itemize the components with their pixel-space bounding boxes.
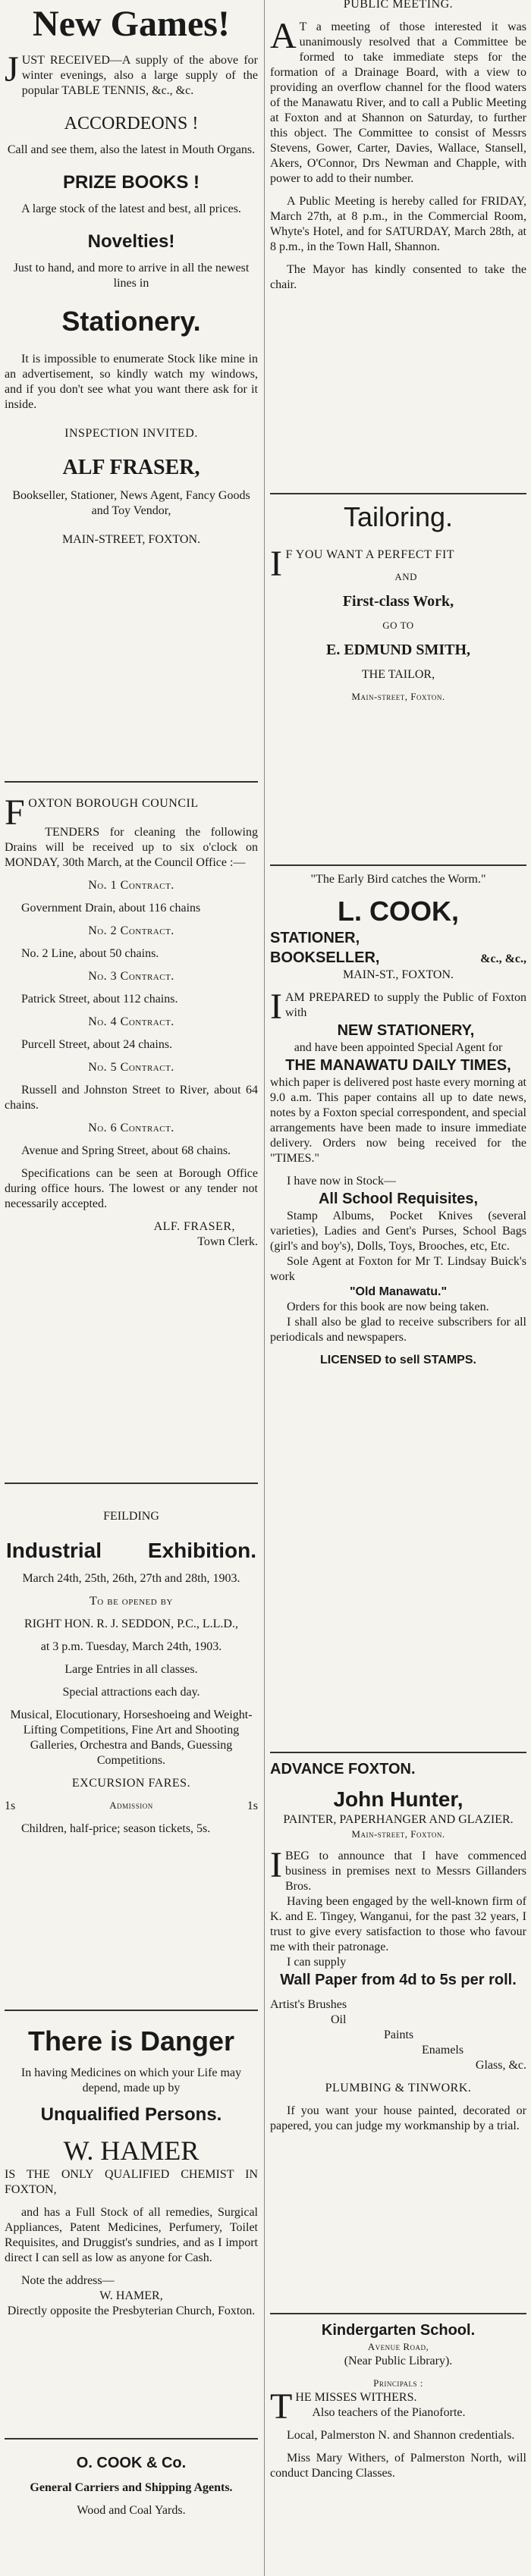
lcook-address: MAIN-ST., FOXTON. xyxy=(342,968,454,981)
cook-line2: Wood and Coal Yards. xyxy=(77,2504,186,2517)
contract-1: No. 1 Contract. xyxy=(88,879,174,892)
contract-2-body: No. 2 Line, about 50 chains. xyxy=(21,947,159,960)
new-games-body: JUST RECEIVED—A supply of the above for winter evenings, also a large supply of the popular TABLE TENNIS, &c., &c. xyxy=(5,49,258,97)
tailoring-ad xyxy=(270,500,526,857)
large-entries: Large Entries in all classes. xyxy=(64,1663,198,1676)
contract-4: No. 4 Contract. xyxy=(88,1015,174,1028)
meeting-body: AT a meeting of those interested it was unanimously resolved that a Committee be formed to take immediate steps for the formation of a Drainage Board, with a view to providing an overflow channel for the flood waters of the Manawatu River, and to call a Public Meeting at Foxton and at Shannon on Saturday, to further this object. The Committee to consist of Messrs Stevens, Gower, Carter, Davies, Wallace, Stansell, Akers, O'Connor, Drs Newman and Chapple, with power to add to their number. xyxy=(270,16,526,185)
new-games-ad xyxy=(5,0,258,766)
smith-tailor: THE TAILOR, xyxy=(361,668,435,681)
prize-books-heading: PRIZE BOOKS ! xyxy=(62,172,200,193)
lcook-stationer: STATIONER, xyxy=(270,930,360,946)
accordeons-heading: ACCORDEONS ! xyxy=(64,114,199,133)
glad-subscribers: I shall also be glad to receive subscribers for all periodicals and newspapers. xyxy=(270,1316,526,1344)
prize-books-body: A large stock of the latest and best, all prices. xyxy=(21,202,241,215)
contract-5: No. 5 Contract. xyxy=(88,1061,174,1074)
exhibition-title-b: Exhibition. xyxy=(147,1539,256,1562)
exhibition-title xyxy=(5,1538,258,1564)
rule xyxy=(5,781,258,783)
glass: Glass, &c. xyxy=(475,2059,526,2072)
exhibition-title-a: Industrial xyxy=(6,1539,102,1562)
advance-foxton: ADVANCE FOXTON. xyxy=(270,1761,416,1777)
excursion-fares: EXCURSION FARES. xyxy=(71,1777,191,1790)
lcook-name: L. COOK, xyxy=(338,896,459,927)
danger-ad xyxy=(5,2025,258,2427)
hunter-having: Having been engaged by the well-known firm of K. and E. Tingey, Wanganui, for the past 32 years, I trust to give every satisfaction to those who favour me with their patronage. xyxy=(270,1895,526,1953)
delivered-text: which paper is delivered post haste every morning at 9.0 a.m. This paper contains all up to date news, notes by a Foxton special correspondent, and special arrangements have been made to insure immediate delivery. Orders now being received for the "TIMES." xyxy=(270,1076,526,1165)
feilding-exhibition-ad xyxy=(5,1509,258,2002)
tailoring-title: Tailoring. xyxy=(343,501,454,532)
rule xyxy=(5,2438,258,2440)
daily-times: THE MANAWATU DAILY TIMES, xyxy=(285,1057,511,1074)
borough-council-ad xyxy=(5,796,258,1479)
smith-name: E. EDMUND SMITH, xyxy=(325,642,470,658)
contract-6: No. 6 Contract. xyxy=(88,1122,174,1134)
accordeons-body: Call and see them, also the latest in Mouth Organs. xyxy=(7,143,256,156)
contract-3: No. 3 Contract. xyxy=(88,970,174,983)
admission-label: Admission xyxy=(109,1799,153,1811)
hamer-name: W. HAMER xyxy=(63,2135,200,2166)
borough-sign-title: Town Clerk. xyxy=(197,1235,258,1248)
novelties-body: Just to hand, and more to arrive in all the newest lines in xyxy=(13,262,250,290)
rule xyxy=(270,493,526,494)
hunter-supply: I can supply xyxy=(287,1956,347,1969)
borough-specs: Specifications can be seen at Borough Office during office hours. The lowest or any tender not necessarily accepted. xyxy=(5,1167,258,1210)
rule xyxy=(270,2313,526,2314)
licensed-stamps: LICENSED to sell STAMPS. xyxy=(320,1354,476,1366)
wall-paper: Wall Paper from 4d to 5s per roll. xyxy=(280,1972,517,1988)
children-price: Children, half-price; season tickets, 5s. xyxy=(21,1822,211,1835)
lcook-bookseller: BOOKSELLER, xyxy=(270,949,380,966)
contract-1-body: Government Drain, about 116 chains xyxy=(21,902,201,915)
opposite-church: Directly opposite the Presbyterian Church, Foxton. xyxy=(7,2305,256,2317)
oil: Oil xyxy=(331,2013,347,2026)
meeting-call: A Public Meeting is hereby called for FRIDAY, March 27th, at 8 p.m., in the Commercial Room, Whyte's Hotel, and for SATURDAY, March 28th, at 8 p.m., in the Town Hall, Shannon. xyxy=(270,195,526,253)
note-name: W. HAMER, xyxy=(99,2289,163,2302)
column-rule xyxy=(264,0,265,2576)
lcook-prepared: IAM PREPARED to supply the Public of Foxton with xyxy=(270,987,526,1027)
rule xyxy=(5,1483,258,1484)
tailoring-want: IF YOU WANT A PERFECT FIT xyxy=(270,544,455,584)
enamels: Enamels xyxy=(422,2044,464,2057)
hamer-stock: and has a Full Stock of all remedies, Surgical Appliances, Patent Medicines, Perfumery, Toilet Requisites, and Druggist's sundries, and as I import direct I can sell as low as anyone for Cash. xyxy=(5,2206,258,2264)
contract-5-body: Russell and Johnston Street to River, about 64 chains. xyxy=(5,1084,258,1112)
opened-by: To be opened by xyxy=(90,1595,173,1608)
lcook-etc: &c., &c., xyxy=(480,952,526,965)
rule xyxy=(5,2010,258,2011)
artist-brushes: Artist's Brushes xyxy=(270,1998,347,2011)
contract-2: No. 2 Contract. xyxy=(88,924,174,937)
inspection-text: INSPECTION INVITED. xyxy=(64,427,198,440)
early-bird-quote: "The Early Bird catches the Worm." xyxy=(310,873,486,886)
in-stock: I have now in Stock— xyxy=(287,1175,396,1188)
admission-right: 1s xyxy=(247,1799,258,1812)
avenue-road: Avenue Road, xyxy=(367,2341,429,2352)
kindergarten-ad xyxy=(270,2320,526,2571)
danger-body: In having Medicines on which your Life may depend, made up by xyxy=(20,2066,242,2094)
hunter-announce: IBEG to announce that I have commenced business in premises next to Messrs Gillanders Bros. xyxy=(270,1845,526,1893)
principals: Principals : xyxy=(373,2377,423,2389)
opener-name: RIGHT HON. R. J. SEDDON, P.C., L.L.D., xyxy=(24,1617,238,1630)
stationery-heading: Stationery. xyxy=(61,306,201,337)
orders-taken: Orders for this book are now being taken. xyxy=(287,1301,489,1313)
house-painted: If you want your house painted, decorated or papered, you can judge my workmanship by a trial. xyxy=(270,2104,526,2132)
note-address: Note the address— xyxy=(21,2274,115,2287)
admission-row xyxy=(5,1799,258,1814)
lcook-bookseller-row xyxy=(270,948,526,968)
contract-6-body: Avenue and Spring Street, about 68 chains. xyxy=(21,1144,231,1157)
novelties-heading: Novelties! xyxy=(87,231,175,252)
hunter-address: Main-street, Foxton. xyxy=(351,1828,445,1840)
special-attractions: Special attractions each day. xyxy=(62,1686,200,1699)
admission-left: 1s xyxy=(5,1799,16,1812)
tailoring-goto: GO TO xyxy=(382,620,414,631)
borough-intro: TENDERS for cleaning the following Drains will be received up to six o'clock on MONDAY, 30th March, at the Council Office :— xyxy=(5,826,258,869)
exhibition-dates: March 24th, 25th, 26th, 27th and 28th, 1903. xyxy=(22,1572,240,1585)
school-body: Stamp Albums, Pocket Knives (several varieties), Ladies and Gent's Purses, School Bags (girl's and boy's), Dolls, Toys, Brooches, etc, Etc. xyxy=(270,1210,526,1253)
meeting-title: PUBLIC MEETING. xyxy=(343,0,454,11)
old-manawatu: "Old Manawatu." xyxy=(349,1285,448,1298)
danger-title: There is Danger xyxy=(27,2025,235,2057)
unqualified-heading: Unqualified Persons. xyxy=(40,2104,222,2125)
borough-sign-name: ALF. FRASER, xyxy=(153,1220,235,1233)
contract-3-body: Patrick Street, about 112 chains. xyxy=(21,993,178,1006)
misses-withers: THE MISSES WITHERS. xyxy=(270,2386,417,2427)
tailoring-first-class: First-class Work, xyxy=(342,593,454,610)
alf-fraser-trade: Bookseller, Stationer, News Agent, Fancy Goods and Toy Vendor, xyxy=(12,489,250,517)
cook-name: O. COOK & Co. xyxy=(76,2455,187,2471)
smith-address: Main-street, Foxton. xyxy=(351,691,445,702)
near-library: (Near Public Library). xyxy=(344,2355,453,2367)
john-hunter-ad xyxy=(270,1759,526,2305)
cook-carriers-ad xyxy=(5,2453,258,2567)
tailoring-and: AND xyxy=(394,571,418,582)
school-requisites: All School Requisites, xyxy=(318,1191,479,1207)
dancing-classes: Miss Mary Withers, of Palmerston North, will conduct Dancing Classes. xyxy=(270,2452,526,2480)
alf-fraser-address: MAIN-STREET, FOXTON. xyxy=(61,533,201,546)
lcook-stationer-ad xyxy=(270,872,526,1744)
sole-agent: Sole Agent at Foxton for Mr T. Lindsay Buick's work xyxy=(270,1255,526,1283)
new-games-title: New Games! xyxy=(33,4,230,44)
public-meeting-ad xyxy=(270,0,526,485)
cook-line1: General Carriers and Shipping Agents. xyxy=(30,2481,233,2494)
feilding-place: FEILDING xyxy=(103,1510,159,1523)
pianoforte: Also teachers of the Pianoforte. xyxy=(312,2406,466,2419)
only-chemist: IS THE ONLY QUALIFIED CHEMIST IN FOXTON, xyxy=(5,2168,258,2196)
meeting-mayor: The Mayor has kindly consented to take the chair. xyxy=(270,263,526,291)
competitions-list: Musical, Elocutionary, Horseshoeing and Weight-Lifting Competitions, Fine Art and Shooting Galleries, Orchestra and Bands, Guessing Competitions. xyxy=(10,1708,253,1767)
new-stationery: NEW STATIONERY, xyxy=(337,1022,475,1039)
borough-title: FOXTON BOROUGH COUNCIL xyxy=(5,796,199,833)
special-agent: and have been appointed Special Agent for xyxy=(294,1041,503,1054)
paints: Paints xyxy=(384,2028,414,2041)
hunter-name: John Hunter, xyxy=(333,1787,463,1811)
opening-time: at 3 p.m. Tuesday, March 24th, 1903. xyxy=(40,1640,222,1653)
kindergarten-title: Kindergarten School. xyxy=(321,2322,476,2339)
hunter-trade: PAINTER, PAPERHANGER AND GLAZIER. xyxy=(283,1813,514,1826)
impossible-text: It is impossible to enumerate Stock like mine in an advertisement, so kindly watch my windows, and if you don't see what you want there ask for it inside. xyxy=(5,353,258,411)
contract-4-body: Purcell Street, about 24 chains. xyxy=(21,1038,173,1051)
rule xyxy=(270,1752,526,1753)
credentials: Local, Palmerston N. and Shannon credentials. xyxy=(287,2429,515,2442)
alf-fraser-name: ALF FRASER, xyxy=(62,456,200,479)
rule xyxy=(270,864,526,866)
plumbing: PLUMBING & TINWORK. xyxy=(325,2082,472,2094)
